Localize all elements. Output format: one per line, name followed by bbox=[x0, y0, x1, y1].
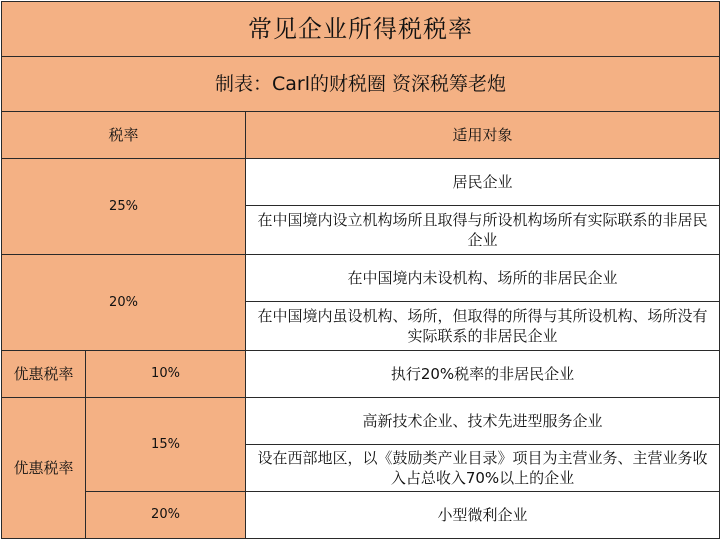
rate-20-small-low-profit: 20% bbox=[86, 492, 246, 539]
preferential-label-2: 优惠税率 bbox=[2, 398, 86, 539]
target-nonresident-connected: 在中国境内设立机构场所且取得与所设机构场所有实际联系的非居民企业 bbox=[246, 206, 720, 255]
target-high-tech: 高新技术企业、技术先进型服务企业 bbox=[246, 398, 720, 445]
rate-10: 10% bbox=[86, 351, 246, 398]
rate-20: 20% bbox=[2, 255, 246, 351]
target-nonresident-no-establishment: 在中国境内未设机构、场所的非居民企业 bbox=[246, 255, 720, 302]
preferential-label-1: 优惠税率 bbox=[2, 351, 86, 398]
tax-rate-table bbox=[1, 1, 720, 539]
table-title: 常见企业所得税税率 bbox=[2, 2, 720, 57]
header-rate: 税率 bbox=[2, 112, 246, 159]
target-nonresident-unconnected: 在中国境内虽设机构、场所，但取得的所得与其所设机构、场所没有实际联系的非居民企业 bbox=[246, 302, 720, 351]
target-small-low-profit: 小型微利企业 bbox=[246, 492, 720, 539]
rate-25: 25% bbox=[2, 159, 246, 255]
table-subtitle: 制表：Carl的财税圈 资深税筹老炮 bbox=[2, 57, 720, 112]
target-nonresident-20pct: 执行20%税率的非居民企业 bbox=[246, 351, 720, 398]
target-western-region: 设在西部地区，以《鼓励类产业目录》项目为主营业务、主营业务收入占总收入70%以上的企业 bbox=[246, 445, 720, 492]
header-target: 适用对象 bbox=[246, 112, 720, 159]
rate-15: 15% bbox=[86, 398, 246, 492]
target-resident-enterprise: 居民企业 bbox=[246, 159, 720, 206]
